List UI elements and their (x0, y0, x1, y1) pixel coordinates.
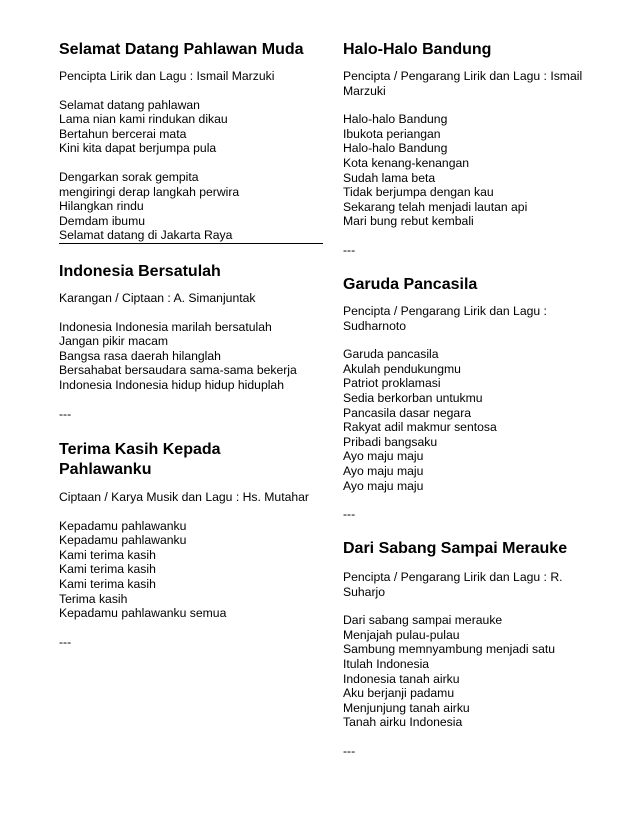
song-author: Pencipta Lirik dan Lagu : Ismail Marzuki (59, 69, 275, 83)
lyric-line: Tanah airku Indonesia (343, 715, 463, 730)
lyric-line: Akulah pendukungmu (343, 361, 461, 376)
lyric-line: Aku berjanji padamu (343, 686, 455, 701)
lyric-line: Halo-halo Bandung (343, 112, 448, 127)
lyric-line: Selamat datang pahlawan (59, 97, 200, 112)
lyric-line: mengiringi derap langkah perwira (59, 184, 240, 199)
lyric-line: Tidak berjumpa dengan kau (343, 185, 494, 200)
lyric-line: Kepadamu pahlawanku (59, 518, 187, 533)
song-dari-sabang (343, 539, 603, 759)
lyric-line: Indonesia Indonesia marilah bersatulah (59, 319, 272, 334)
lyric-line: Demdam ibumu (59, 213, 146, 228)
song-title: Indonesia Bersatulah (59, 263, 221, 280)
song-author (343, 69, 598, 98)
lyric-line: Ibukota periangan (343, 126, 441, 141)
song-separator: --- (343, 743, 356, 758)
lyric-line: Sedia berkorban untukmu (343, 390, 483, 405)
song-author (343, 304, 568, 333)
lyric-line: Bertahun bercerai mata (59, 126, 187, 141)
song-stanza (59, 320, 323, 393)
lyric-line: Dengarkan sorak gempita (59, 169, 199, 184)
song-terima-kasih (59, 440, 323, 649)
lyric-line: Bersahabat bersaudara sama-sama bekerja (59, 363, 297, 378)
lyric-line: Menjajah pulau-pulau (343, 627, 460, 642)
lyric-line: Patriot proklamasi (343, 376, 441, 391)
lyric-line: Dari sabang sampai merauke (343, 613, 503, 628)
lyric-line: Indonesia tanah airku (343, 671, 460, 686)
lyric-line: Selamat datang di Jakarta Raya (59, 228, 323, 244)
song-separator: --- (343, 507, 356, 522)
lyric-line: Sudah lama beta (343, 170, 436, 185)
song-title: Dari Sabang Sampai Merauke (343, 540, 568, 557)
lyric-line: Rakyat adil makmur sentosa (343, 420, 497, 435)
lyric-line: Kami terima kasih (59, 562, 156, 577)
author-text: Pencipta / Pengarang Lirik dan Lagu : R. Suharjo (343, 570, 563, 599)
lyric-line: Bangsa rasa daerah hilanglah (59, 348, 221, 363)
lyric-line: Halo-halo Bandung (343, 141, 448, 156)
lyric-line: Kami terima kasih (59, 576, 156, 591)
lyric-line: Kepadamu pahlawanku (59, 533, 187, 548)
lyric-line: Garuda pancasila (343, 347, 439, 362)
lyric-line: Mari bung rebut kembali (343, 214, 474, 229)
song-title: Halo-Halo Bandung (343, 41, 492, 58)
song-halo-halo-bandung (343, 40, 603, 258)
lyric-line: Menjunjung tanah airku (343, 700, 470, 715)
song-author: Ciptaan / Karya Musik dan Lagu : Hs. Mutahar (59, 490, 309, 504)
lyric-line: Itulah Indonesia (343, 656, 430, 671)
song-garuda-pancasila (343, 275, 603, 522)
song-title: Terima Kasih Kepada Pahlawanku (59, 441, 221, 478)
song-author (343, 570, 588, 599)
lyric-line: Kini kita dapat berjumpa pula (59, 141, 217, 156)
song-stanza (59, 170, 323, 244)
lyric-line: Kepadamu pahlawanku semua (59, 606, 227, 621)
song-separator: --- (343, 242, 356, 257)
song-stanza (343, 347, 603, 493)
song-author: Karangan / Ciptaan : A. Simanjuntak (59, 291, 256, 305)
lyric-line: Terima kasih (59, 591, 128, 606)
lyric-line: Hilangkan rindu (59, 199, 144, 214)
lyric-line: Kota kenang-kenangan (343, 155, 470, 170)
song-selamat-datang (59, 40, 323, 244)
lyric-line: Pribadi bangsaku (343, 434, 438, 449)
song-title: Selamat Datang Pahlawan Muda (59, 41, 304, 58)
lyric-line: Kami terima kasih (59, 547, 156, 562)
song-title: Garuda Pancasila (343, 276, 478, 293)
lyric-line: Sekarang telah menjadi lautan api (343, 199, 528, 214)
lyric-line: Ayo maju maju (343, 449, 424, 464)
song-stanza (59, 98, 323, 156)
song-indonesia-bersatulah (59, 262, 323, 421)
lyric-line: Lama nian kami rindukan dikau (59, 112, 228, 127)
lyric-line: Indonesia Indonesia hidup hidup hiduplah (59, 377, 284, 392)
author-text: Pencipta / Pengarang Lirik dan Lagu : Ismail Marzuki (343, 69, 583, 98)
lyric-line: Ayo maju maju (343, 463, 424, 478)
song-separator: --- (59, 406, 72, 421)
song-stanza (343, 613, 603, 730)
song-separator: --- (59, 634, 72, 649)
lyric-line: Pancasila dasar negara (343, 405, 472, 420)
author-text: Pencipta / Pengarang Lirik dan Lagu : Sudharnoto (343, 304, 547, 333)
lyric-line: Sambung memnyambung menjadi satu (343, 642, 556, 657)
song-stanza (343, 112, 603, 229)
lyric-line: Ayo maju maju (343, 478, 424, 493)
lyric-line: Jangan pikir macam (59, 334, 169, 349)
song-stanza (59, 519, 323, 621)
